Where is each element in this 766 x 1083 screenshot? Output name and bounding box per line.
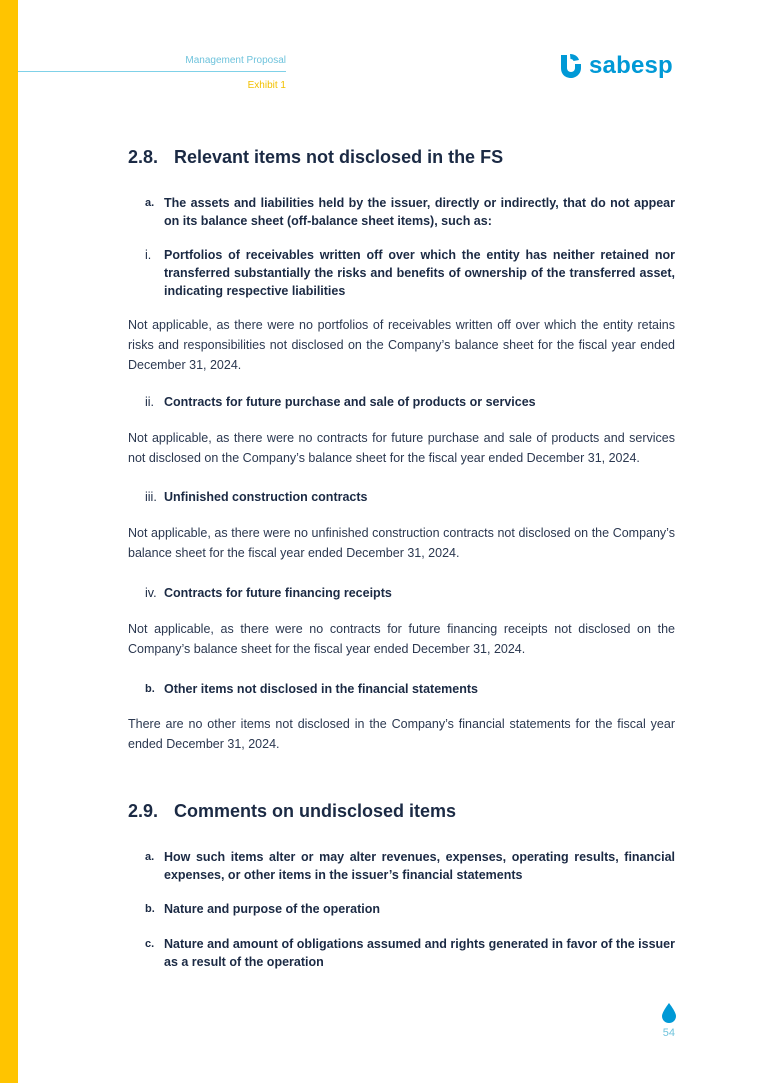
list-item-a bbox=[145, 194, 675, 230]
list-item-text: The assets and liabilities held by the issuer, directly or indirectly, that do not appear on its balance sheet (off-balance sheet items), such as: bbox=[164, 196, 675, 228]
list-item-text: Other items not disclosed in the financial statements bbox=[164, 682, 478, 696]
sabesp-logo-icon bbox=[558, 52, 584, 80]
paragraph-ii: Not applicable, as there were no contracts for future purchase and sale of products and services not disclosed on the Company’s balance sheet for the fiscal year ended December 31, 2024. bbox=[128, 431, 675, 465]
list-marker: ii. bbox=[145, 395, 155, 409]
list-marker: i. bbox=[145, 248, 152, 262]
section-number: 2.8. bbox=[128, 147, 159, 167]
left-accent-bar bbox=[0, 0, 18, 1083]
sabesp-logo bbox=[558, 50, 673, 82]
paragraph-b: There are no other items not disclosed in the Company’s financial statements for the fiscal year ended December 31, 2024. bbox=[128, 717, 675, 751]
list-item-iii bbox=[145, 488, 675, 506]
list-marker: c. bbox=[145, 938, 155, 950]
list-item-b bbox=[145, 900, 675, 918]
paragraph-iv: Not applicable, as there were no contracts for future financing receipts not disclosed on the Company’s balance sheet for the fiscal year ended December 31, 2024. bbox=[128, 622, 675, 656]
list-item-iv bbox=[145, 584, 675, 602]
list-item-text: Unfinished construction contracts bbox=[164, 490, 368, 504]
list-marker: a. bbox=[145, 197, 155, 209]
list-marker: a. bbox=[145, 851, 155, 863]
list-item-i bbox=[145, 246, 675, 300]
list-marker: iii. bbox=[145, 490, 157, 504]
list-item-c bbox=[145, 935, 675, 971]
list-item-a bbox=[145, 848, 675, 884]
list-item-ii bbox=[145, 393, 675, 411]
paragraph-i: Not applicable, as there were no portfolios of receivables written off over which the entity retains risks and responsibilities not disclosed on the Company’s balance sheet for the fiscal year ended December 31, 2024. bbox=[128, 318, 675, 372]
list-item-b bbox=[145, 680, 675, 698]
page-number: 54 bbox=[662, 1027, 675, 1039]
section-title: Relevant items not disclosed in the FS bbox=[174, 147, 504, 167]
header-subtitle: Exhibit 1 bbox=[247, 80, 286, 91]
paragraph-iii: Not applicable, as there were no unfinished construction contracts not disclosed on the Company’s balance sheet for the fiscal year ended December 31, 2024. bbox=[128, 526, 675, 560]
list-item-text: Contracts for future purchase and sale of products or services bbox=[164, 395, 536, 409]
section-title: Comments on undisclosed items bbox=[174, 801, 457, 821]
logo-wordmark: sabesp bbox=[589, 52, 673, 79]
list-item-text: Nature and purpose of the operation bbox=[164, 902, 380, 916]
list-marker: b. bbox=[145, 903, 155, 915]
list-item-text: Contracts for future financing receipts bbox=[164, 586, 392, 600]
water-drop-icon bbox=[662, 1003, 676, 1023]
list-item-text: Nature and amount of obligations assumed and rights generated in favor of the issuer as a result of the operation bbox=[164, 937, 675, 969]
list-marker: b. bbox=[145, 683, 155, 695]
section-number: 2.9. bbox=[128, 801, 159, 821]
section-heading-2-9 bbox=[128, 801, 456, 822]
list-item-text: Portfolios of receivables written off over which the entity has neither retained nor transferred substantially the risks and benefits of ownership of the transferred asset, indicating respective liabilities bbox=[164, 248, 675, 298]
list-marker: iv. bbox=[145, 586, 157, 600]
section-heading-2-8 bbox=[128, 147, 503, 168]
header-title: Management Proposal bbox=[185, 55, 286, 66]
header-divider bbox=[18, 71, 286, 72]
list-item-text: How such items alter or may alter revenues, expenses, operating results, financial expenses, or other items in the issuer’s financial statements bbox=[164, 850, 675, 882]
